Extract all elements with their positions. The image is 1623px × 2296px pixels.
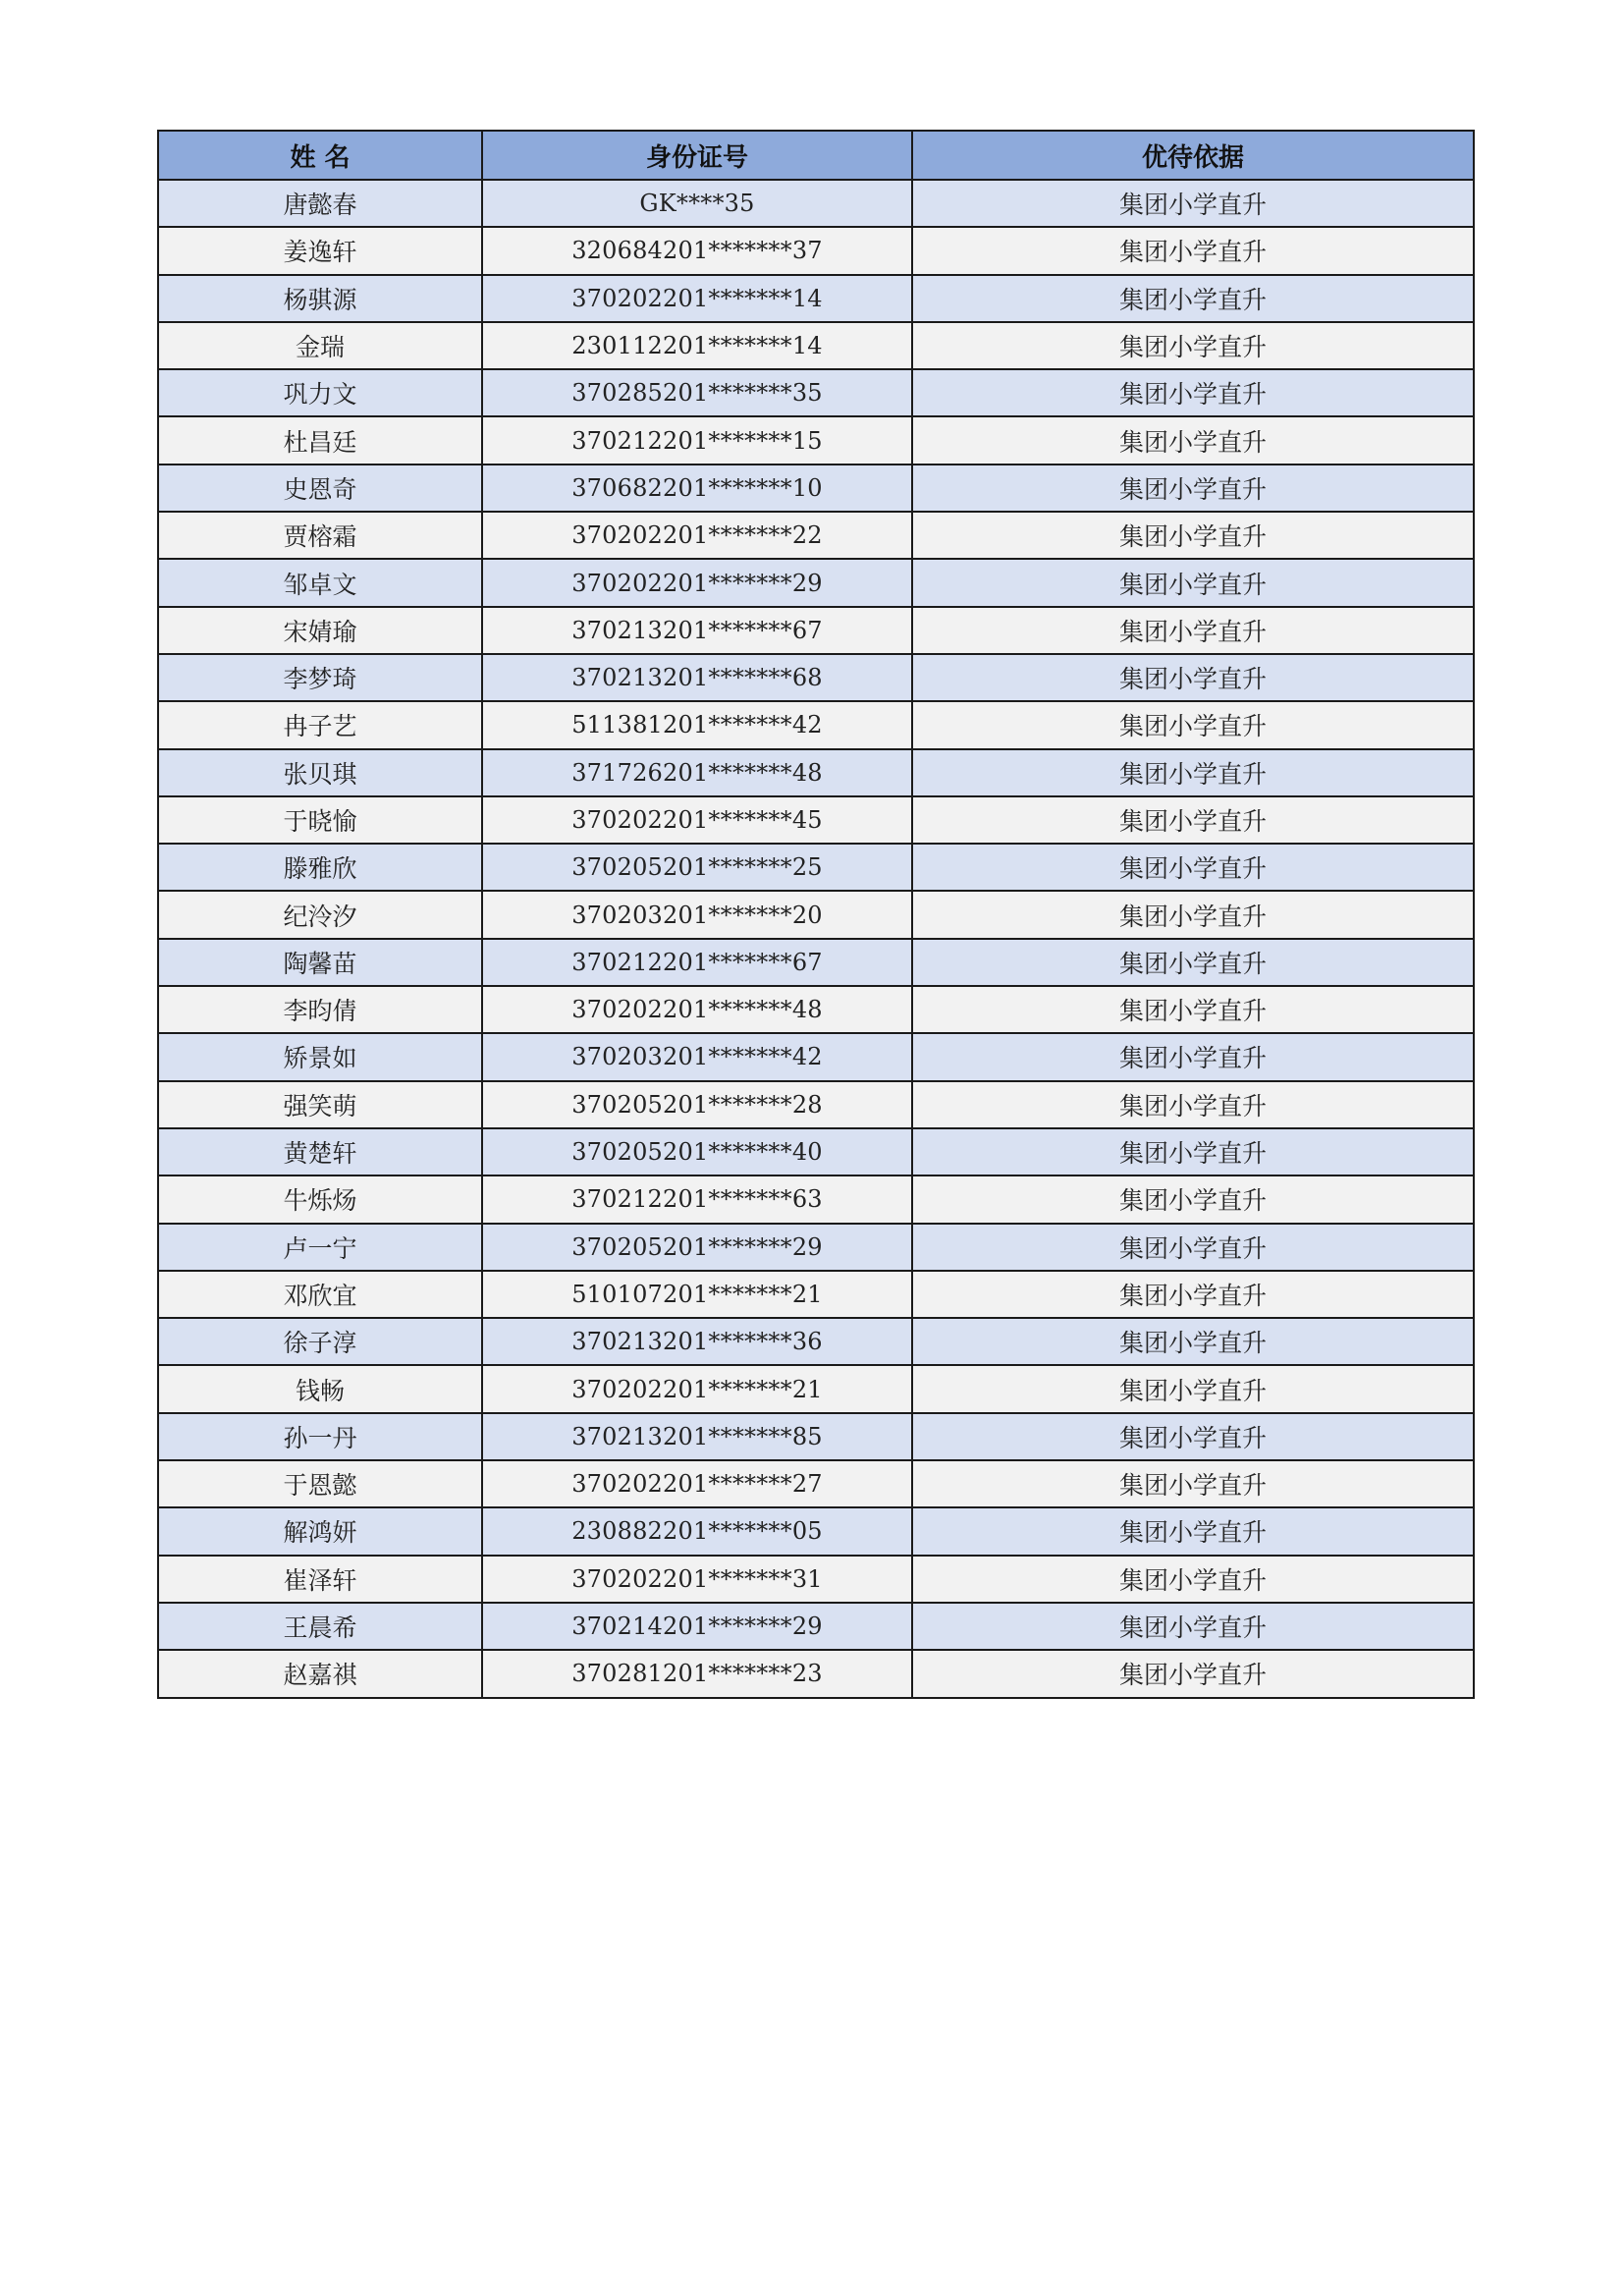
cell-id-number: 370212201*******15 [482,416,912,464]
cell-preferential-basis: 集团小学直升 [912,607,1474,654]
cell-id-number: 230112201*******14 [482,322,912,369]
cell-preferential-basis: 集团小学直升 [912,1318,1474,1365]
table-row [158,1460,1474,1507]
cell-preferential-basis: 集团小学直升 [912,416,1474,464]
cell-preferential-basis: 集团小学直升 [912,465,1474,512]
cell-name: 金瑞 [158,322,482,369]
table-row [158,369,1474,416]
cell-id-number: 370213201*******68 [482,654,912,701]
cell-name: 矫景如 [158,1033,482,1080]
cell-name: 贾榕霜 [158,512,482,559]
cell-preferential-basis: 集团小学直升 [912,1556,1474,1603]
table-row [158,275,1474,322]
cell-preferential-basis: 集团小学直升 [912,1081,1474,1128]
cell-preferential-basis: 集团小学直升 [912,701,1474,748]
table-row [158,1128,1474,1175]
cell-id-number: 370202201*******31 [482,1556,912,1603]
cell-id-number: 370281201*******23 [482,1650,912,1697]
cell-preferential-basis: 集团小学直升 [912,1033,1474,1080]
cell-name: 邹卓文 [158,559,482,606]
table-row [158,701,1474,748]
header-row [158,131,1474,180]
table-row [158,416,1474,464]
cell-id-number: 370205201*******29 [482,1224,912,1271]
table-row [158,1507,1474,1555]
cell-preferential-basis: 集团小学直升 [912,1650,1474,1697]
table-row [158,1224,1474,1271]
cell-preferential-basis: 集团小学直升 [912,986,1474,1033]
cell-preferential-basis: 集团小学直升 [912,1175,1474,1223]
cell-name: 巩力文 [158,369,482,416]
cell-name: 卢一宁 [158,1224,482,1271]
cell-name: 杜昌廷 [158,416,482,464]
table-row [158,465,1474,512]
table-row [158,891,1474,938]
table-row [158,986,1474,1033]
cell-id-number: 370205201*******25 [482,844,912,891]
cell-preferential-basis: 集团小学直升 [912,654,1474,701]
column-header-preferential-basis: 优待依据 [912,131,1474,180]
cell-preferential-basis: 集团小学直升 [912,512,1474,559]
cell-id-number: 370214201*******29 [482,1603,912,1650]
table-row [158,1033,1474,1080]
cell-name: 姜逸轩 [158,227,482,274]
cell-name: 史恩奇 [158,465,482,512]
cell-id-number: 370285201*******35 [482,369,912,416]
cell-name: 纪泠汐 [158,891,482,938]
table-row [158,607,1474,654]
cell-id-number: 370202201*******27 [482,1460,912,1507]
cell-name: 冉子艺 [158,701,482,748]
cell-name: 陶馨苗 [158,939,482,986]
cell-name: 李梦琦 [158,654,482,701]
cell-name: 黄楚轩 [158,1128,482,1175]
column-header-name: 姓 名 [158,131,482,180]
cell-id-number: 510107201*******21 [482,1271,912,1318]
cell-name: 滕雅欣 [158,844,482,891]
table-row [158,559,1474,606]
table-row [158,1650,1474,1697]
cell-id-number: 370202201*******14 [482,275,912,322]
cell-name: 强笑萌 [158,1081,482,1128]
cell-id-number: 370202201*******45 [482,796,912,844]
cell-id-number: 370212201*******63 [482,1175,912,1223]
table-row [158,654,1474,701]
cell-preferential-basis: 集团小学直升 [912,939,1474,986]
cell-name: 李昀倩 [158,986,482,1033]
cell-id-number: 370202201*******22 [482,512,912,559]
cell-preferential-basis: 集团小学直升 [912,1603,1474,1650]
cell-id-number: 370205201*******28 [482,1081,912,1128]
cell-id-number: 370682201*******10 [482,465,912,512]
cell-preferential-basis: 集团小学直升 [912,844,1474,891]
cell-name: 唐懿春 [158,180,482,227]
column-header-id-number: 身份证号 [482,131,912,180]
cell-id-number: 371726201*******48 [482,749,912,796]
cell-preferential-basis: 集团小学直升 [912,1413,1474,1460]
cell-name: 牛烁炀 [158,1175,482,1223]
cell-name: 张贝琪 [158,749,482,796]
table-row [158,1175,1474,1223]
cell-preferential-basis: 集团小学直升 [912,559,1474,606]
table-row [158,180,1474,227]
cell-preferential-basis: 集团小学直升 [912,1365,1474,1412]
cell-name: 赵嘉祺 [158,1650,482,1697]
cell-name: 于晓愉 [158,796,482,844]
cell-preferential-basis: 集团小学直升 [912,1128,1474,1175]
cell-id-number: 370202201*******48 [482,986,912,1033]
cell-name: 王晨希 [158,1603,482,1650]
cell-id-number: GK****35 [482,180,912,227]
cell-name: 宋婧瑜 [158,607,482,654]
cell-preferential-basis: 集团小学直升 [912,749,1474,796]
table-row [158,1413,1474,1460]
cell-id-number: 370202201*******21 [482,1365,912,1412]
cell-id-number: 370213201*******36 [482,1318,912,1365]
cell-preferential-basis: 集团小学直升 [912,369,1474,416]
table-row [158,1318,1474,1365]
table-row [158,512,1474,559]
cell-name: 孙一丹 [158,1413,482,1460]
cell-id-number: 230882201*******05 [482,1507,912,1555]
cell-preferential-basis: 集团小学直升 [912,891,1474,938]
cell-preferential-basis: 集团小学直升 [912,1224,1474,1271]
cell-name: 钱畅 [158,1365,482,1412]
cell-id-number: 370202201*******29 [482,559,912,606]
cell-name: 邓欣宜 [158,1271,482,1318]
table-row [158,1271,1474,1318]
cell-id-number: 370213201*******67 [482,607,912,654]
table-row [158,844,1474,891]
cell-preferential-basis: 集团小学直升 [912,227,1474,274]
cell-name: 杨骐源 [158,275,482,322]
table-row [158,1556,1474,1603]
table-body [158,180,1474,1698]
table-row [158,1603,1474,1650]
table-header [158,131,1474,180]
table-row [158,1081,1474,1128]
cell-preferential-basis: 集团小学直升 [912,1271,1474,1318]
table-row [158,796,1474,844]
cell-preferential-basis: 集团小学直升 [912,796,1474,844]
cell-id-number: 370203201*******42 [482,1033,912,1080]
cell-id-number: 320684201*******37 [482,227,912,274]
cell-preferential-basis: 集团小学直升 [912,180,1474,227]
cell-preferential-basis: 集团小学直升 [912,275,1474,322]
cell-preferential-basis: 集团小学直升 [912,1507,1474,1555]
cell-id-number: 370203201*******20 [482,891,912,938]
table-row [158,322,1474,369]
cell-name: 徐子淳 [158,1318,482,1365]
roster-table [157,130,1475,1699]
table-row [158,1365,1474,1412]
cell-id-number: 511381201*******42 [482,701,912,748]
cell-id-number: 370212201*******67 [482,939,912,986]
cell-name: 解鸿妍 [158,1507,482,1555]
table-row [158,749,1474,796]
cell-preferential-basis: 集团小学直升 [912,322,1474,369]
cell-name: 于恩懿 [158,1460,482,1507]
table-row [158,227,1474,274]
cell-name: 崔泽轩 [158,1556,482,1603]
table-row [158,939,1474,986]
cell-preferential-basis: 集团小学直升 [912,1460,1474,1507]
cell-id-number: 370205201*******40 [482,1128,912,1175]
cell-id-number: 370213201*******85 [482,1413,912,1460]
